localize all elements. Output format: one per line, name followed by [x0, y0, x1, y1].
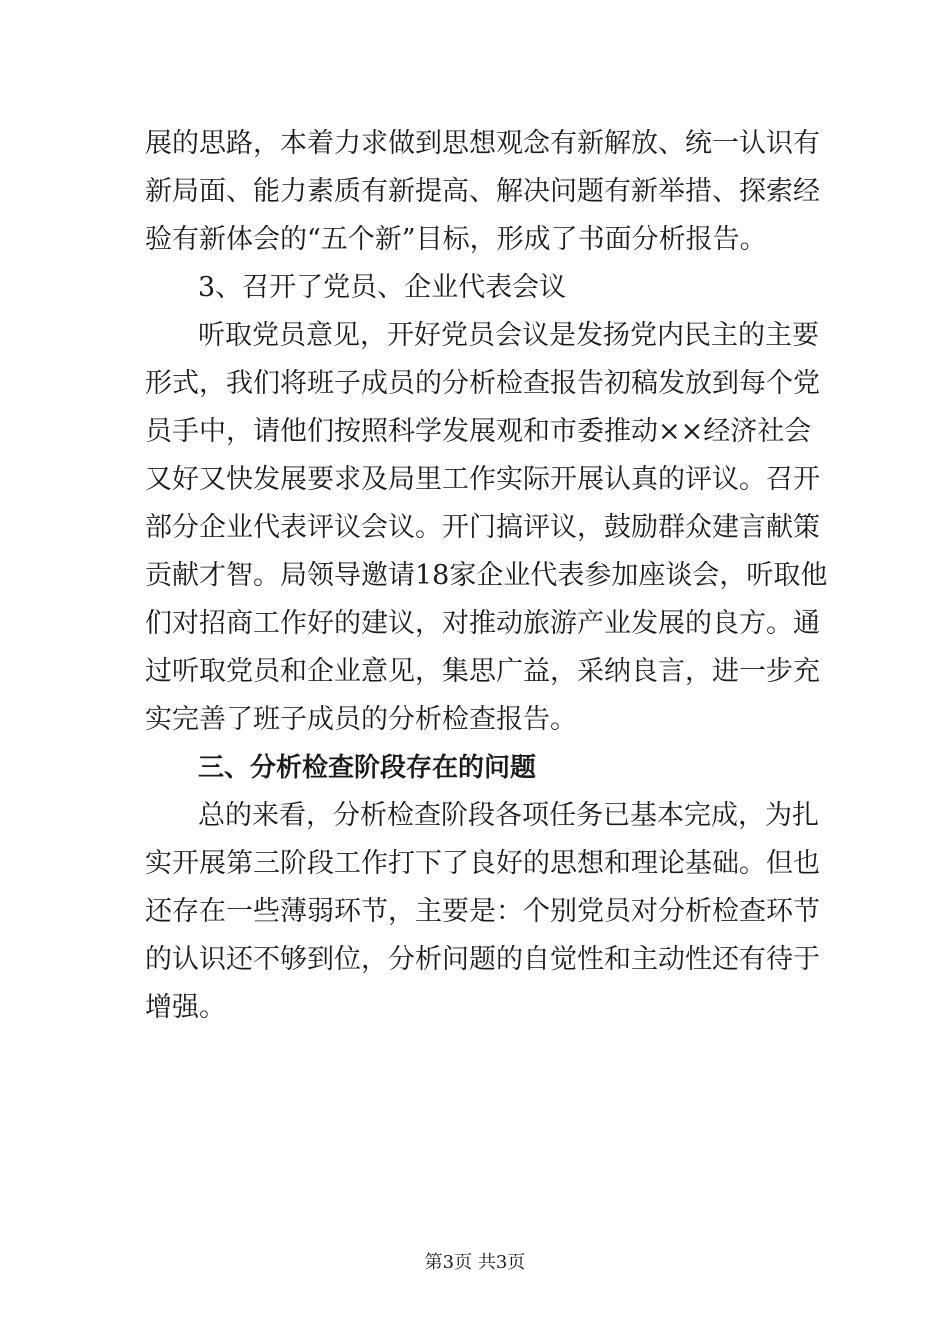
text-line: 们对招商工作好的建议，对推动旅游产业发展的良方。通	[145, 608, 820, 639]
text-line: 验有新体会的“五个新”目标，形成了书面分析报告。	[145, 224, 767, 255]
text-line: 听取党员意见，开好党员会议是发扬党内民主的主要	[198, 320, 819, 351]
text-line: 又好又快发展要求及局里工作实际开展认真的评议。召开	[145, 464, 820, 495]
text-line: 实完善了班子成员的分析检查报告。	[145, 704, 577, 735]
text-line: 总的来看，分析检查阶段各项任务已基本完成，为扎	[198, 800, 819, 831]
text-line: 增强。	[145, 992, 226, 1023]
text-line: 新局面、能力素质有新提高、解决问题有新举措、探索经	[145, 176, 820, 207]
section-heading: 三、分析检查阶段存在的问题	[198, 753, 537, 783]
text-line: 形式，我们将班子成员的分析检查报告初稿发放到每个党	[145, 368, 820, 399]
text-line: 还存在一些薄弱环节，主要是：个别党员对分析检查环节	[145, 896, 820, 927]
text-line: 贡献才智。局领导邀请18家企业代表参加座谈会，听取他	[145, 560, 828, 591]
text-line: 展的思路，本着力求做到思想观念有新解放、统一认识有	[145, 128, 820, 159]
text-line: 的认识还不够到位，分析问题的自觉性和主动性还有待于	[145, 944, 820, 975]
document-body	[145, 120, 828, 1032]
subheading-line: 3、召开了党员、企业代表会议	[198, 272, 567, 303]
text-line: 部分企业代表评议会议。开门搞评议，鼓励群众建言献策	[145, 512, 820, 543]
text-line: 实开展第三阶段工作打下了良好的思想和理论基础。但也	[145, 848, 820, 879]
text-line: 过听取党员和企业意见，集思广益，采纳良言，进一步充	[145, 656, 820, 687]
page-footer: 第3页 共3页	[424, 1252, 526, 1273]
text-line: 员手中，请他们按照科学发展观和市委推动××经济社会	[145, 416, 812, 447]
